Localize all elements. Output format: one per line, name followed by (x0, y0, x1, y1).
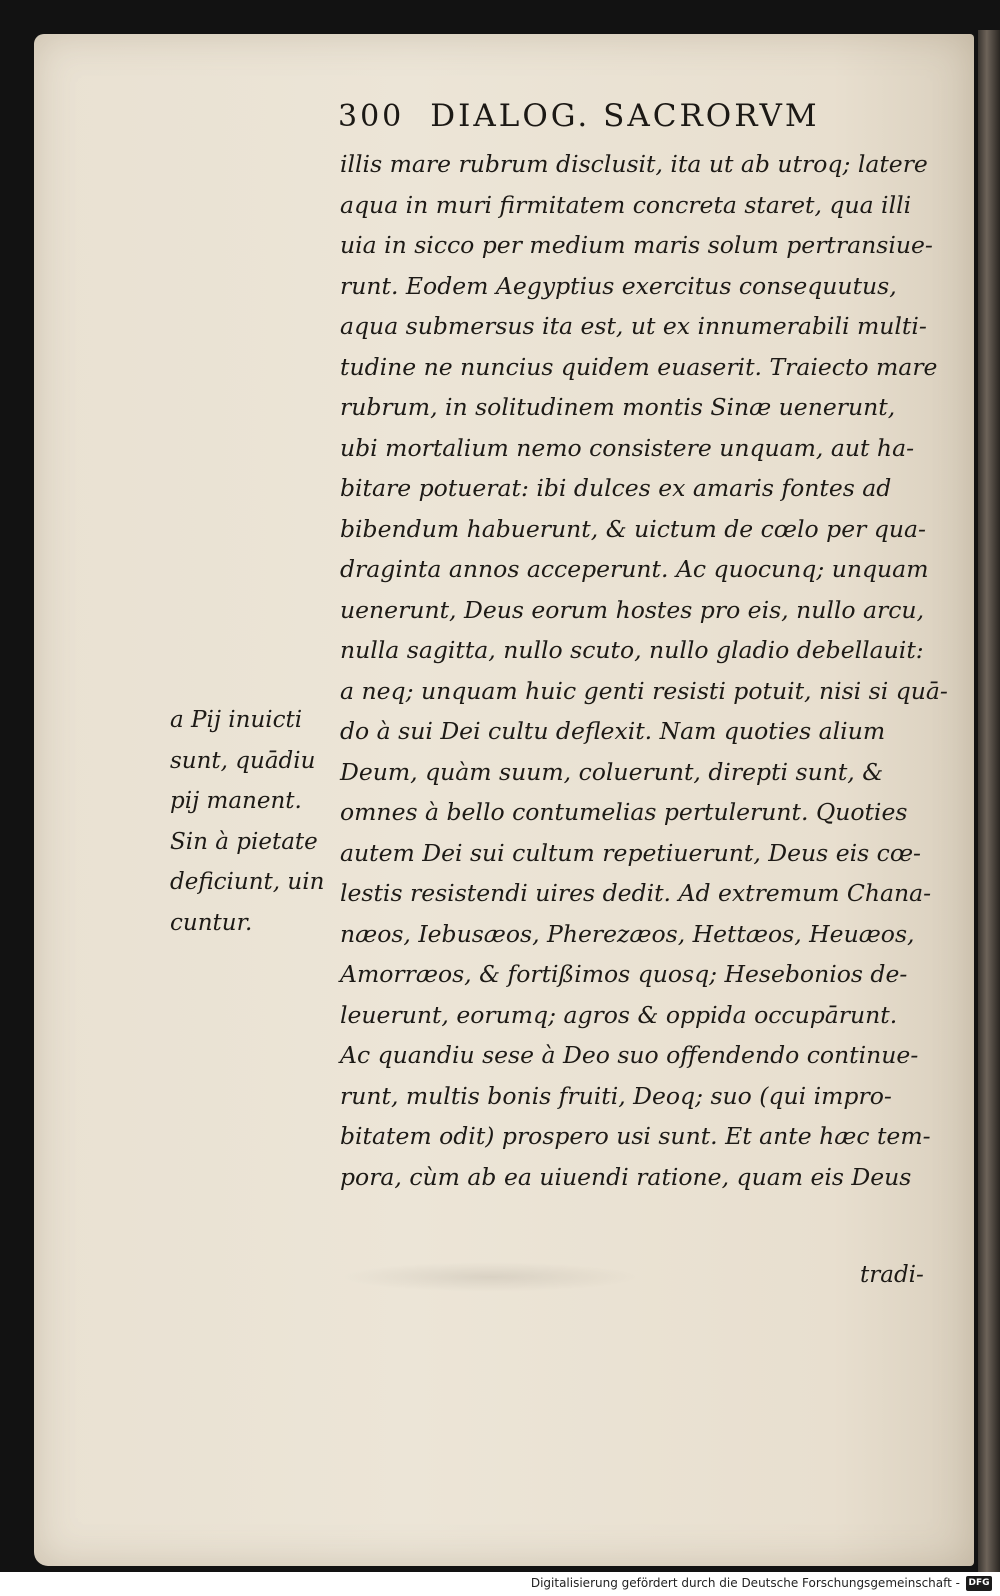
text-line: aqua in muri firmitatem concreta staret, qua illi (340, 190, 912, 219)
marginal-note-line: pij manent. (170, 788, 302, 814)
text-line: Ac quandiu sese à Deo suo offendendo continue- (340, 1041, 919, 1069)
text-line: tudine ne nuncius quidem euaserit. Traiecto mare (340, 352, 938, 381)
text-line: runt. Eodem Aegyptius exercitus consequutus, (340, 271, 897, 300)
catchword: tradi- (860, 1262, 924, 1288)
marginal-note-line: cuntur. (170, 909, 253, 936)
running-title: DIALOG. SACRORVM (430, 98, 820, 134)
text-line: næos, Iebusæos, Pherezæos, Hettæos, Heuæos, (340, 919, 915, 948)
text-line: bitare potuerat: ibi dulces ex amaris fontes ad (340, 474, 892, 502)
page-number: 300 (338, 99, 405, 134)
text-line: bitatem odit) prospero usi sunt. Et ante hæc tem- (340, 1122, 931, 1150)
text-line: do à sui Dei cultu deflexit. Nam quoties alium (340, 717, 886, 745)
text-line: omnes à bello contumelias pertulerunt. Quoties (340, 798, 908, 826)
text-line: illis mare rubrum disclusit, ita ut ab utroq; latere (340, 150, 928, 178)
text-line: uenerunt, Deus eorum hostes pro eis, nullo arcu, (340, 595, 925, 624)
marginal-note-line: sunt, quādiu (170, 747, 316, 774)
marginal-note-line: Sin à pietate (170, 828, 318, 855)
text-line: pora, cùm ab ea uiuendi ratione, quam eis Deus (340, 1162, 912, 1191)
marginal-note (170, 700, 340, 943)
show-through-ink-bottom (340, 1262, 640, 1292)
text-line: bibendum habuerunt, & uictum de cœlo per qua- (340, 514, 926, 543)
text-line: Amorræos, & fortißimos quosq; Hesebonios de- (340, 960, 908, 988)
book-spine (978, 30, 1000, 1572)
text-line: ubi mortalium nemo consistere unquam, aut ha- (340, 433, 915, 462)
digitization-footer (0, 1572, 1000, 1596)
show-through-ink (178, 404, 328, 440)
text-line: autem Dei sui cultum repetiuerunt, Deus eis cœ- (340, 838, 921, 867)
text-line: Deum, quàm suum, coluerunt, direpti sunt, & (340, 757, 884, 786)
marginal-note-line: a Pij inuicti (170, 707, 303, 733)
text-line: a neq; unquam huic genti resisti potuit, nisi si quā- (340, 676, 948, 705)
dfg-logo: DFG (966, 1576, 992, 1591)
funding-credit: Digitalisierung gefördert durch die Deutsche Forschungsgemeinschaft - (530, 1576, 960, 1590)
text-line: runt, multis bonis fruiti, Deoq; suo (qui impro- (340, 1081, 892, 1110)
text-line: uia in sicco per medium maris solum pertransiue- (340, 231, 933, 259)
text-line: nulla sagitta, nullo scuto, nullo gladio debellauit: (340, 636, 924, 664)
running-head (338, 98, 918, 138)
text-line: draginta annos acceperunt. Ac quocunq; unquam (340, 555, 929, 583)
text-line: leuerunt, eorumq; agros & oppida occupārunt. (340, 1000, 898, 1029)
main-text-block (340, 144, 948, 1197)
marginal-note-line: deficiunt, uin (170, 869, 325, 895)
text-line: aqua submersus ita est, ut ex innumerabili multi- (340, 312, 927, 340)
text-line: lestis resistendi uires dedit. Ad extremum Chana- (340, 879, 932, 907)
text-line: rubrum, in solitudinem montis Sinæ uenerunt, (340, 393, 896, 421)
